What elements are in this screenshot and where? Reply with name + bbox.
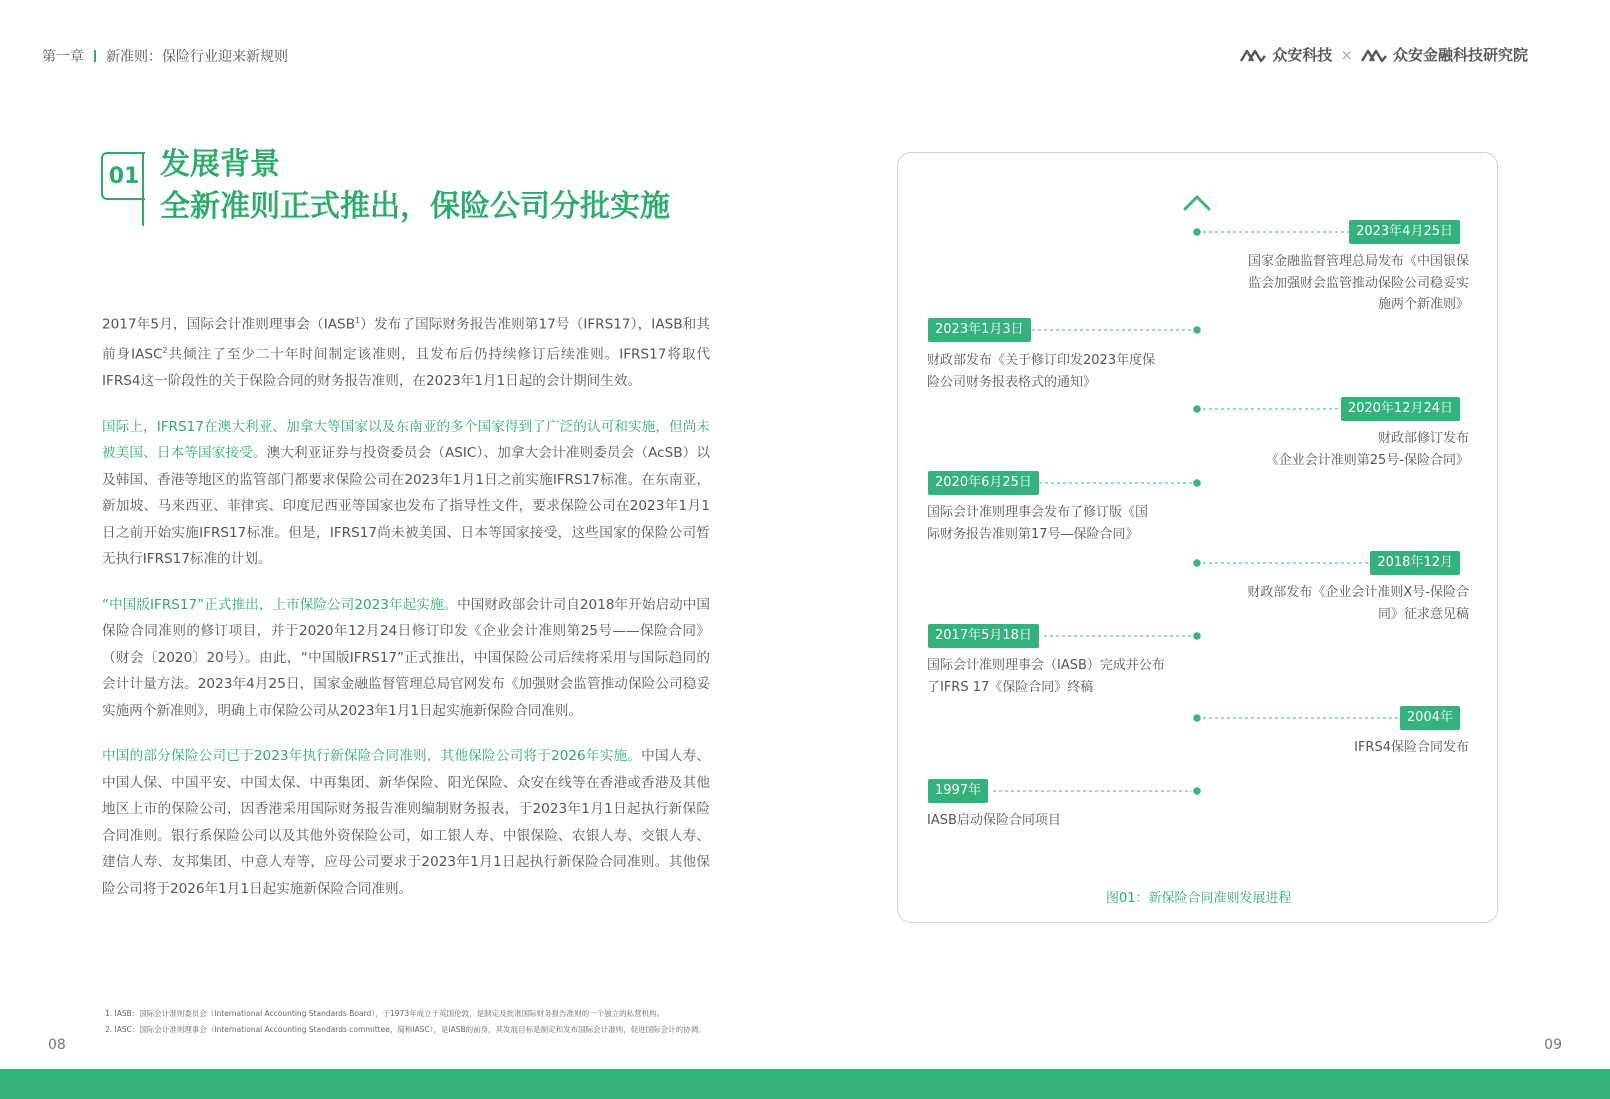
chapter-divider bbox=[94, 50, 96, 62]
timeline-date-2023-04-25: 2023年4月25日 bbox=[1349, 220, 1460, 244]
section-number: 01 bbox=[101, 152, 145, 200]
chapter-title: 新准则：保险行业迎来新规则 bbox=[106, 49, 288, 65]
footnote-ref-2: 2 bbox=[162, 346, 168, 356]
timeline-date-2020-06-25: 2020年6月25日 bbox=[928, 471, 1039, 495]
timeline-node bbox=[1193, 326, 1202, 335]
footnote-1: 1. IASB：国际会计准则委员会（International Accounting Standards Board），于1973年成立于英国伦敦，是制定及批准国际财务报告准则的一个独立的私营机构。 bbox=[105, 1009, 665, 1018]
p3-highlight: “中国版IFRS17”正式推出，上市保险公司2023年起实施。 bbox=[102, 596, 458, 613]
brand-zhongan-tech: 众安科技 bbox=[1272, 46, 1333, 64]
timeline-node bbox=[1193, 787, 1202, 796]
chapter-label: 第一章 bbox=[42, 49, 84, 65]
timeline-date-2020-12-24: 2020年12月24日 bbox=[1341, 397, 1460, 421]
page-number-right: 09 bbox=[1544, 1037, 1562, 1053]
timeline-event-2020-06-25: 国际会计准则理事会发布了修订版《国 际财务报告准则第17号—保险合同》 bbox=[927, 505, 1149, 542]
timeline-node bbox=[1193, 714, 1202, 723]
paragraph-2 bbox=[102, 414, 710, 573]
brand-logos bbox=[1240, 44, 1528, 65]
p1-part-c: 共倾注了至少二十年时间制定该准则，且发布后仍持续修订后续准则。IFRS17将取代IFRS4这一阶段性的关于保险合同的财务报告准则，在2023年1月1日起的会计期间生效。 bbox=[102, 346, 710, 390]
brand-zhongan-institute: 众安金融科技研究院 bbox=[1392, 46, 1528, 64]
body-text bbox=[102, 308, 710, 921]
timeline-node bbox=[1193, 479, 1202, 488]
timeline-node bbox=[1193, 405, 1202, 414]
section-heading bbox=[160, 144, 670, 228]
timeline-node bbox=[1193, 632, 1202, 641]
p4-text: 中国人寿、中国人保、中国平安、中国太保、中再集团、新华保险、阳光保险、众安在线等在香港或香港及其他地区上市的保险公司，因香港采用国际财务报告准则编制财务报表，于2023年1月1日起执行新保险合同准则。银行系保险公司以及其他外资保险公司，如工银人寿、中银保险、农银人寿、交银人寿、建信人寿、友邦集团、中意人寿等，应母公司要求于2023年1月1日起执行新保险合同准则。其他保险公司将于2026年1月1日起实施新保险合同准则。 bbox=[102, 748, 711, 897]
timeline-event-2020-12-24: 财政部修订发布 《企业会计准则第25号-保险合同》 bbox=[1265, 431, 1469, 468]
p3-text: 中国财政部会计司自2018年开始启动中国保险合同准则的修订项目，并于2020年12月24日修订印发《企业会计准则第25号——保险合同》（财会〔2020〕20号）。由此，“中国版IFRS17”正式推出，中国保险公司后续将采用与国际趋同的会计计量方法。2023年4月25日，国家金融监督管理总局官网发布《加强财会监管推动保险公司稳妥实施两个新准则》，明确上市保险公司从2023年1月1日起实施新保险合同准则。 bbox=[102, 596, 710, 719]
p2-text: 澳大利亚证券与投资委员会（ASIC）、加拿大会计准则委员会（AcSB）以及韩国、香港等地区的监管部门都要求保险公司在2023年1月1日之前实施IFRS17标准。在东南亚，新加坡、马来西亚、菲律宾、印度尼西亚等国家也发布了指导性文件，要求保险公司在2023年1月1日之前开始实施IFRS17标准。但是，IFRS17尚未被美国、日本等国家接受，这些国家的保险公司暂无执行IFRS17标准的计划。 bbox=[102, 445, 710, 568]
zhongan-institute-logo-icon bbox=[1361, 47, 1387, 63]
timeline-date-1997: 1997年 bbox=[928, 779, 988, 803]
section-title: 发展背景 bbox=[160, 147, 280, 182]
p1-part-a: 2017年5月，国际会计准则理事会（IASB bbox=[102, 316, 356, 333]
timeline-event-2018-12: 财政部发布《企业会计准则X号-保险合 同》征求意见稿 bbox=[1247, 585, 1469, 622]
paragraph-3 bbox=[102, 592, 710, 725]
timeline-event-2023-01-03: 财政部发布《关于修订印发2023年度保 险公司财务报表格式的通知》 bbox=[927, 353, 1156, 390]
section-divider-line bbox=[142, 152, 144, 226]
section-subtitle: 全新准则正式推出，保险公司分批实施 bbox=[160, 189, 670, 224]
brand-separator: × bbox=[1340, 45, 1353, 64]
zhongan-logo-icon bbox=[1240, 47, 1266, 63]
paragraph-4 bbox=[102, 743, 710, 902]
timeline-date-2004: 2004年 bbox=[1400, 706, 1460, 730]
bottom-accent-bar bbox=[0, 1069, 1610, 1099]
timeline-event-2017-05-18: 国际会计准则理事会（IASB）完成并公布 了IFRS 17《保险合同》终稿 bbox=[927, 658, 1165, 695]
p1-part-b: ）发布了国际财务报告准则第17号（IFRS17），IASB和其前身IASC bbox=[102, 316, 710, 363]
footnotes bbox=[105, 1006, 706, 1038]
timeline-event-2004: IFRS4保险合同发布 bbox=[1354, 740, 1469, 755]
chapter-header bbox=[42, 46, 288, 66]
timeline-date-2017-05-18: 2017年5月18日 bbox=[928, 624, 1039, 648]
page-number-left: 08 bbox=[48, 1037, 66, 1053]
timeline-date-2018-12: 2018年12月 bbox=[1370, 551, 1460, 575]
paragraph-1 bbox=[102, 308, 710, 395]
p4-highlight: 中国的部分保险公司已于2023年执行新保险合同准则，其他保险公司将于2026年实施。 bbox=[102, 748, 642, 765]
timeline-event-2023-04-25: 国家金融监督管理总局发布《中国银保 监会加强财会监管推动保险公司稳妥实 施两个新准则》 bbox=[1247, 254, 1469, 312]
p2-highlight: 国际上，IFRS17在澳大利亚、加拿大等国家以及东南亚的多个国家得到了广泛的认可和实施，但尚未被美国、日本等国家接受。 bbox=[102, 418, 710, 462]
timeline-node bbox=[1193, 559, 1202, 568]
timeline-date-2023-01-03: 2023年1月3日 bbox=[928, 318, 1031, 342]
timeline-event-1997: IASB启动保险合同项目 bbox=[927, 813, 1061, 828]
figure-caption: 图01：新保险合同准则发展进程 bbox=[1106, 891, 1292, 906]
footnote-ref-1: 1 bbox=[355, 316, 361, 325]
timeline-node bbox=[1193, 228, 1202, 237]
footnote-2: 2. IASC：国际会计准则理事会（International Accounting Standards committee，简称IASC），是IASB的前身，其发展目标是制定和发布国际会计准则，促进国际会计的协调。 bbox=[105, 1025, 706, 1034]
